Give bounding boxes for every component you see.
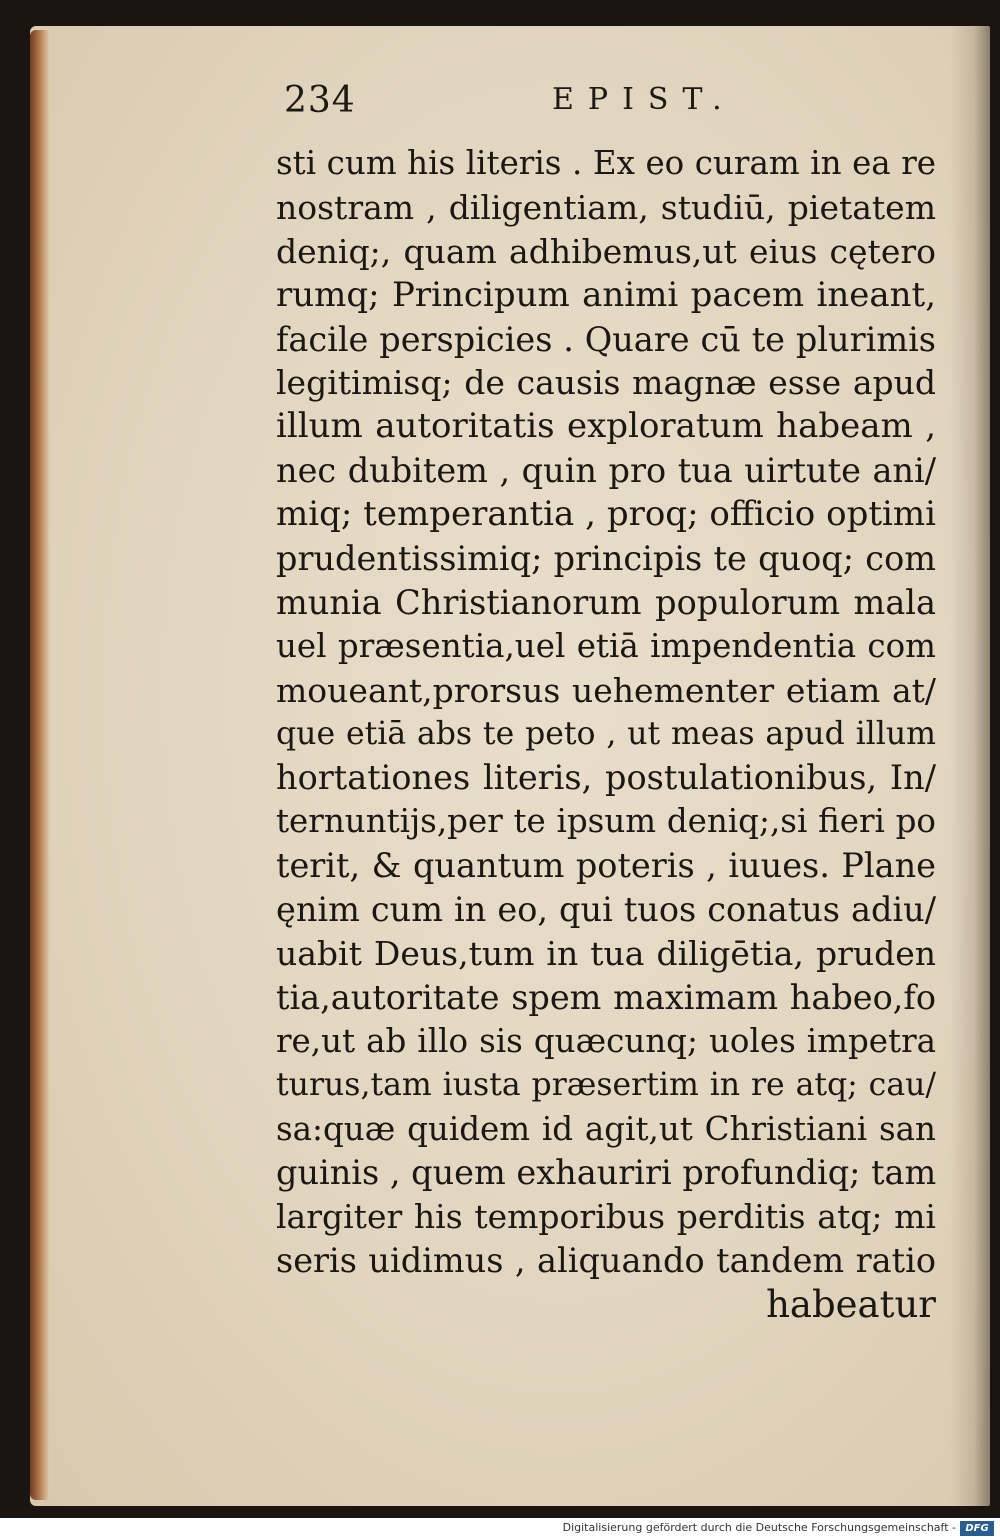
page-gutter-shadow <box>950 26 990 1506</box>
text-line: sti cum his literis . Ex eo curam in ea re <box>276 144 936 182</box>
text-line: deniq;, quam adhibemus,ut eius cętero <box>276 231 936 271</box>
text-line: legitimisq; de causis magnæ esse apud <box>276 363 936 403</box>
text-line: sa:quæ quidem id agit,ut Christiani san <box>276 1109 936 1148</box>
text-line: munia Christianorum populorum mala <box>276 582 936 622</box>
text-line: illum autoritatis exploratum habeam , <box>276 406 936 447</box>
text-line: miq; temperantia , proq; officio optimi <box>276 494 936 535</box>
page-header <box>284 80 934 130</box>
page-edge <box>30 30 50 1500</box>
page-number: 234 <box>284 80 356 121</box>
running-head: EPIST. <box>552 82 736 117</box>
text-line: uel præsentia,uel etiā impendentia com <box>276 626 936 665</box>
text-line: guinis , quem exhauriri profundiq; tam <box>276 1153 937 1193</box>
text-line: rumq; Principum animi pacem ineant, <box>276 274 936 315</box>
text-line: turus,tam iusta præsertim in re atq; cau/ <box>276 1066 936 1103</box>
text-line: prudentissimiq; principis te quoq; com <box>276 539 936 579</box>
text-line: moueant,prorsus uehementer etiam at/ <box>276 670 936 710</box>
body-text <box>276 142 936 1327</box>
text-line: hortationes literis, postulationibus, In/ <box>276 758 936 798</box>
text-line: ternuntijs,per te ipsum deniq;,si fieri po <box>276 802 936 841</box>
text-line: nec dubitem , quin pro tua uirtute ani/ <box>276 451 936 491</box>
text-line: nostram , diligentiam, studiū, pietatem <box>276 187 936 227</box>
text-line: que etiā abs te peto , ut meas apud illum <box>276 715 936 752</box>
text-line: largiter his temporibus perditis atq; mi <box>276 1197 936 1237</box>
text-line: ęnim cum in eo, qui tuos conatus adiu/ <box>276 890 936 930</box>
footer-bar <box>0 1518 1000 1540</box>
text-line: tia,autoritate spem maximam habeo,fo <box>276 977 936 1017</box>
text-line: habeatur <box>766 1283 936 1327</box>
dfg-logo: DFG <box>960 1521 994 1536</box>
funding-credit: Digitalisierung gefördert durch die Deutsche Forschungsgemeinschaft - <box>562 1521 956 1534</box>
text-line: terit, & quantum poteris , iuues. Plane <box>276 846 936 886</box>
text-line: uabit Deus,tum in tua diligētia, pruden <box>276 934 936 974</box>
text-line: re,ut ab illo sis quæcunq; uoles impetra <box>276 1021 936 1060</box>
text-line: seris uidimus , aliquando tandem ratio <box>276 1241 936 1281</box>
text-line: facile perspicies . Quare cū te plurimis <box>276 319 936 359</box>
